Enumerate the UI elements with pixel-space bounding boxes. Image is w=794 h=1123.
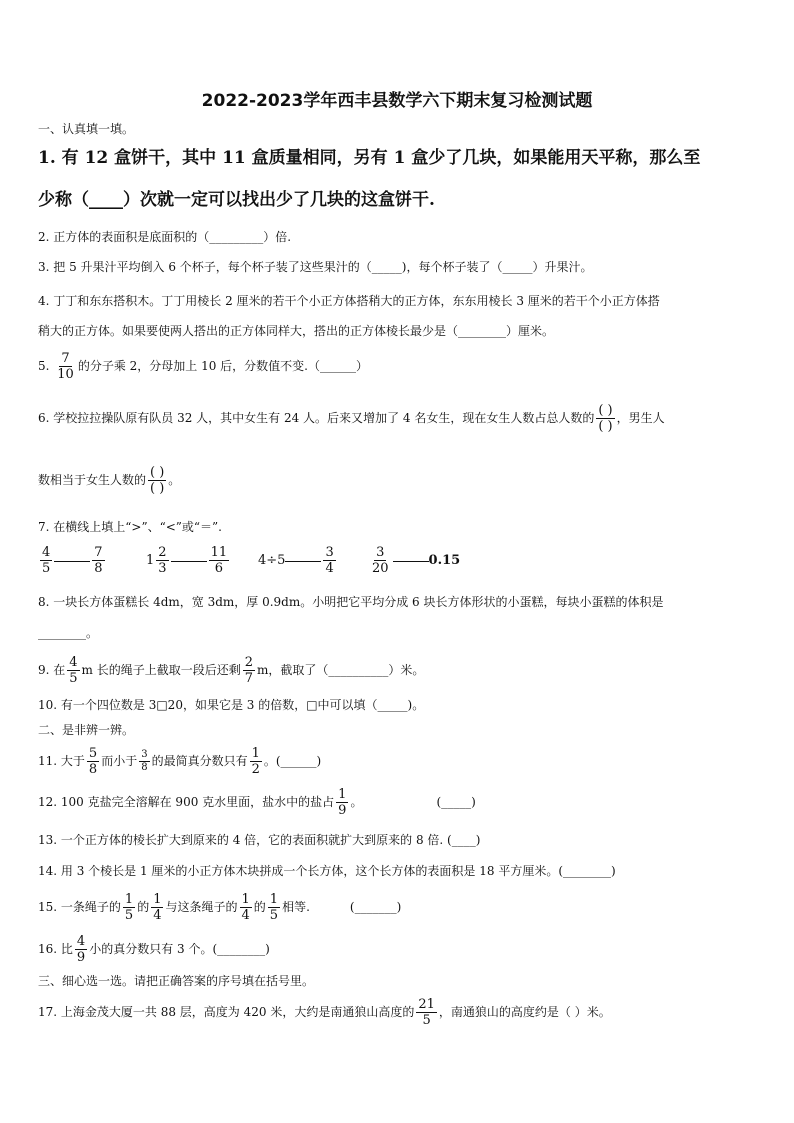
question-14: 14. 用 3 个棱长是 1 厘米的小正方体木块拼成一个长方体，这个长方体的表面积是 18 平方厘米。(________) [38,864,616,878]
question-7: 7. 在横线上填上“>”、“<”或“＝”. [38,520,222,534]
compare-item-d: $\frac{3}{20}$ 0.15 [372,545,461,576]
answer-fraction-blank: $\frac{( )}{( )}$ [150,465,165,496]
fraction: $\frac{7}{10}$ [57,351,74,382]
question-4-line-2: 稍大的正方体。如果要使两人搭出的正方体同样大，搭出的正方体棱长最少是（________）厘米。 [38,324,555,338]
compare-item-a: $\frac{4}{5}$ $\frac{7}{8}$ [42,545,103,576]
question-6-line-2: 数相当于女生人数的 $\frac{( )}{( )}$ 。 [38,465,181,496]
question-17: 17. 上海金茂大厦一共 88 层，高度为 420 米，大约是南通狼山高度的 $\frac{21}{5}$ ，南通狼山的高度约是（ ）米。 [38,997,611,1028]
section-3-heading: 三、细心选一选。请把正确答案的序号填在括号里。 [38,974,315,988]
compare-item-b: 1 $\frac{2}{3}$ $\frac{11}{6}$ [146,545,228,576]
question-1-line-1: 1. 有 12 盒饼干，其中 11 盒质量相同，另有 1 盒少了几块，如果能用天平称，那么至 [38,148,701,168]
answer-blank [54,560,90,562]
answer-blank [171,560,207,562]
page-title: 2022-2023学年西丰县数学六下期末复习检测试题 [201,91,593,111]
question-9: 9. 在 $\frac{4}{5}$ m 长的绳子上截取一段后还剩 $\frac{2}{7}$ m，截取了（__________）米。 [38,655,425,686]
question-4-line-1: 4. 丁丁和东东搭积木。丁丁用棱长 2 厘米的若干个小正方体搭稍大的正方体，东东用棱长 3 厘米的若干个小正方体搭 [38,294,660,308]
answer-blank [285,560,321,562]
question-1-line-2: 少称（____）次就一定可以找出少了几块的这盒饼干. [38,190,435,210]
section-2-heading: 二、是非辨一辨。 [38,723,135,737]
question-6-line-1: 6. 学校拉拉操队原有队员 32 人，其中女生有 24 人。后来又增加了 4 名女生，现在女生人数占总人数的 $\frac{( )}{( )}$ ，男生人 [38,403,665,434]
question-5: 5. $\frac{7}{10}$ 的分子乘 2，分母加上 10 后，分数值不变.（______） [38,351,368,382]
question-8-line-2: ________。 [38,626,99,640]
question-2: 2. 正方体的表面积是底面积的（_________）倍. [38,230,292,244]
question-11: 11. 大于 $\frac{5}{8}$ 而小于 $\frac{3}{8}$ 的最简真分数只有 $\frac{1}{2}$ 。(______) [38,746,322,777]
question-13: 13. 一个正方体的棱长扩大到原来的 4 倍，它的表面积就扩大到原来的 8 倍. (____) [38,833,481,847]
question-3: 3. 把 5 升果汁平均倒入 6 个杯子，每个杯子装了这些果汁的（_____)，每个杯子装了（_____）升果汁。 [38,260,593,274]
question-15: 15. 一条绳子的 $\frac{1}{5}$ 的 $\frac{1}{4}$ 与这条绳子的 $\frac{1}{4}$ 的 $\frac{1}{5}$ 相等. (_______) [38,892,402,923]
question-16: 16. 比 $\frac{4}{9}$ 小的真分数只有 3 个。(________) [38,934,270,965]
answer-blank [393,560,429,562]
question-10: 10. 有一个四位数是 3□20，如果它是 3 的倍数，□中可以填（_____)。 [38,698,425,712]
answer-fraction-blank: $\frac{( )}{( )}$ [598,403,613,434]
question-12: 12. 100 克盐完全溶解在 900 克水里面，盐水中的盐占 $\frac{1}{9}$ 。 (_____) [38,787,476,818]
question-8-line-1: 8. 一块长方体蛋糕长 4dm，宽 3dm，厚 0.9dm。小明把它平均分成 6 块长方体形状的小蛋糕，每块小蛋糕的体积是 [38,595,664,609]
compare-item-c: 4÷5 $\frac{3}{4}$ [258,545,334,576]
section-1-heading: 一、认真填一填。 [38,122,135,136]
